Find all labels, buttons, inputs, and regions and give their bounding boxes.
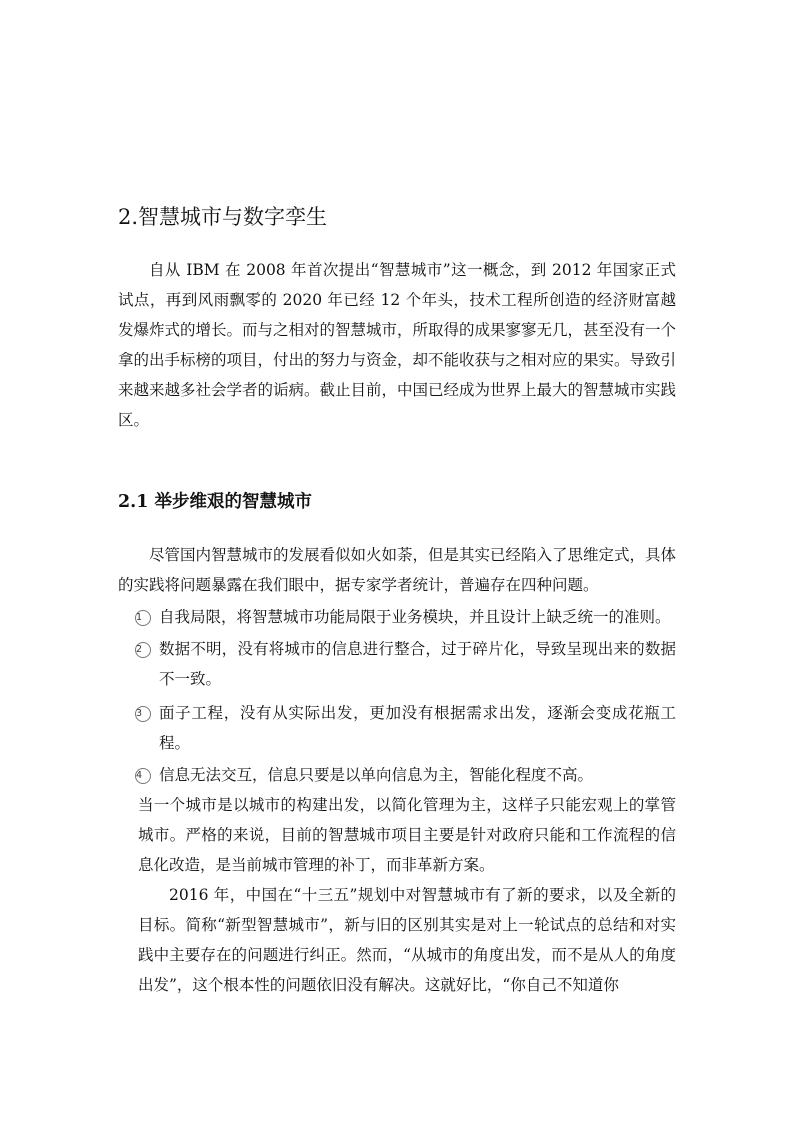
- circled-number-4: 4: [135, 768, 151, 784]
- list-item: [133, 698, 676, 758]
- body-paragraph: 当一个城市是以城市的构建出发，以简化管理为主，这样子只能宏观上的掌管城市。严格的来说，目前的智慧城市项目主要是针对政府只能和工作流程的信息化改造，是当前城市管理的补丁，而非革新方案。: [138, 796, 676, 874]
- list-item: [133, 634, 676, 694]
- list-item-text: 信息无法交互，信息只要是以单向信息为主，智能化程度不高。: [159, 766, 594, 784]
- section-paragraph: 自从 IBM 在 2008 年首次提出“智慧城市”这一概念，到 2012 年国家正式试点，再到风雨飘零的 2020 年已经 12 个年头，技术工程所创造的经济财富越发爆炸式的增长。而与之相对的智慧城市，所取得的成果寥寥无几，甚至没有一个拿的出手标榜的项目，付出的努力与资金，却不能收获与之相对应的果实。导致引来越来越多社会学者的诟病。截止目前，中国已经成为世界上最大的智慧城市实践区。: [118, 261, 677, 429]
- list-item-text: 自我局限，将智慧城市功能局限于业务模块，并且设计上缺乏统一的准则。: [159, 608, 671, 626]
- list-item: [133, 760, 676, 790]
- circled-number-1: 1: [135, 610, 151, 626]
- body-paragraph: 2016 年，中国在“十三五”规划中对智慧城市有了新的要求，以及全新的目标。简称“新型智慧城市”，新与旧的区别其实是对上一轮试点的总结和对实践中主要存在的问题进行纠正。然而，“从城市的角度出发，而不是从人的角度出发”，这个根本性的问题依旧没有解决。这就好比，“你自己不知道你: [138, 886, 676, 994]
- subsection-heading: 2.1 举步维艰的智慧城市: [118, 492, 313, 512]
- section-heading: 2.智慧城市与数字孪生: [118, 205, 328, 229]
- list-item-text: 数据不明，没有将城市的信息进行整合，过于碎片化，导致呈现出来的数据不一致。: [159, 640, 676, 688]
- circled-number-3: 3: [135, 706, 151, 722]
- circled-number-2: 2: [135, 642, 151, 658]
- subsection-intro: 尽管国内智慧城市的发展看似如火如荼，但是其实已经陷入了思维定式，具体的实践将问题暴露在我们眼中，据专家学者统计，普遍存在四种问题。: [118, 546, 677, 594]
- list-item-text: 面子工程，没有从实际出发，更加没有根据需求出发，逐渐会变成花瓶工程。: [159, 704, 676, 752]
- list-item: [133, 602, 676, 632]
